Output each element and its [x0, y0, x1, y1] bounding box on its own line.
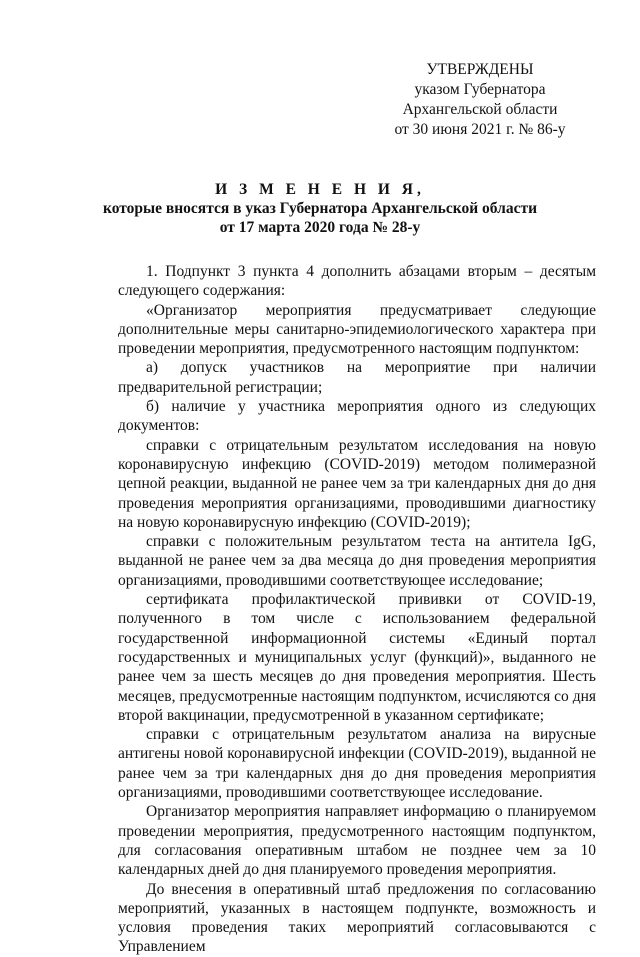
paragraph: До внесения в оперативный штаб предложения по согласованию мероприятий, указанных в настоящем подпункте, возможность и условия проведения таких мероприятий согласовываются с Управлением: [118, 880, 596, 956]
paragraph: 1. Подпункт 3 пункта 4 дополнить абзацами вторым – десятым следующего содержания:: [118, 263, 596, 300]
approval-date: от 30 июня 2021 г. № 86-у: [394, 121, 566, 138]
paragraph: б) наличие у участника мероприятия одного из следующих документов:: [118, 398, 596, 435]
title-heading: И З М Е Н Е Н И Я,: [215, 181, 425, 198]
paragraph: справки с положительным результатом теста на антитела IgG, выданной не ранее чем за два месяца до дня проведения мероприятия организациями, проводившими соответствующее исследование;: [118, 533, 596, 589]
approval-stamp: [380, 60, 580, 140]
paragraph: Организатор мероприятия направляет информацию о планируемом проведении мероприятия, предусмотренного настоящим подпунктом, для согласования оперативным штабом не позднее чем за 10 календарных дней до дня планируемого проведения мероприятия.: [118, 803, 596, 879]
document-title: [60, 180, 580, 237]
approval-title: УТВЕРЖДЕНЫ: [426, 61, 534, 78]
document-body: [118, 262, 596, 957]
approval-region: Архангельской области: [402, 101, 558, 118]
paragraph: справки с отрицательным результатом исследования на новую коронавирусную инфекцию (COVID-2019) методом полимеразной цепной реакции, выданной не ранее чем за три календарных дня до дня проведения мероприятия организациями, проводившими диагностику на новую коронавирусную инфекцию (COVID-2019);: [118, 436, 596, 531]
paragraph: «Организатор мероприятия предусматривает следующие дополнительные меры санитарно-эпидемиологического характера при проведении мероприятия, предусмотренного настоящим подпунктом:: [118, 301, 596, 358]
approval-decree: указом Губернатора: [414, 81, 546, 98]
paragraph: справки с отрицательным результатом анализа на вирусные антигены новой коронавирусной инфекции (COVID-2019), выданной не ранее чем за три календарных дня до дня проведения мероприятия организациями, проводившими соответствующее исследование.: [118, 726, 596, 802]
title-subject: которые вносятся в указ Губернатора Архангельской области: [102, 200, 538, 217]
paragraph: сертификата профилактической прививки от COVID-19, полученного в том числе с использованием федеральной государственной информационной системы «Единый портал государственных и муниципальных услуг (функций)», выданного не ранее чем за шесть месяцев до дня проведения мероприятия. Шесть месяцев, предусмотренные настоящим подпунктом, исчисляются со дня второй вакцинации, предусмотренной в указанном сертификате;: [118, 591, 596, 724]
title-reference: от 17 марта 2020 года № 28-у: [219, 219, 421, 236]
paragraph: а) допуск участников на мероприятие при наличии предварительной регистрации;: [118, 359, 596, 396]
